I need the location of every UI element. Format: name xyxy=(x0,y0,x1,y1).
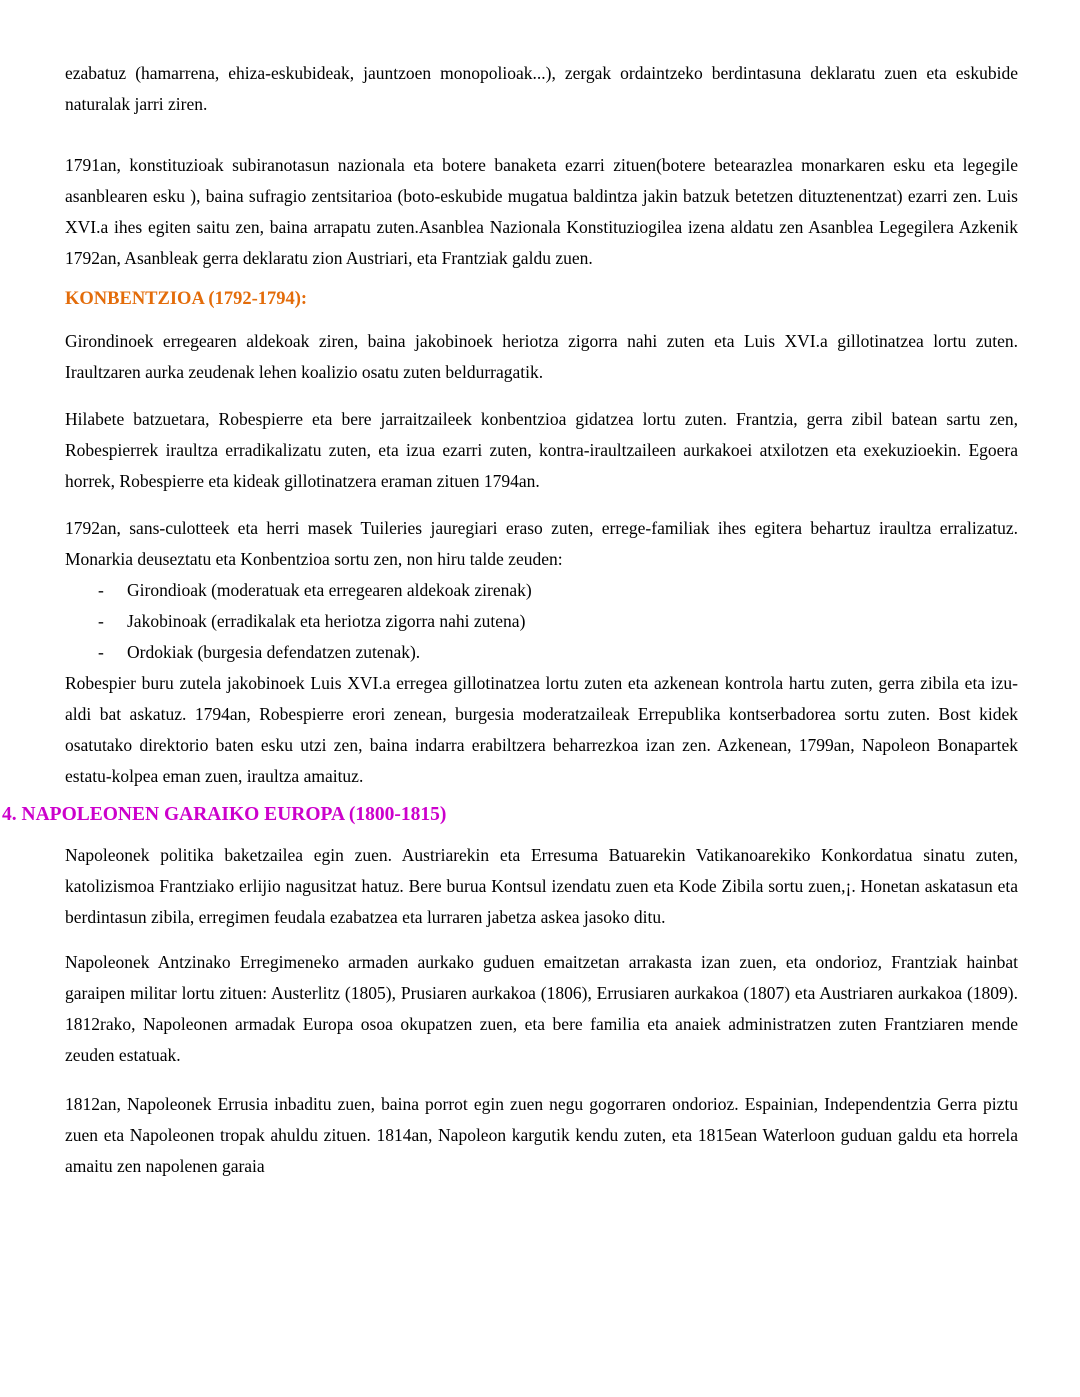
hyphen-bullet: - xyxy=(98,611,104,631)
paragraph-napoleon-antzinako: Napoleonek Antzinako Erregimeneko armaden aurkako guduen emaitzetan arrakasta izan zuen, eta ondorioz, Frantziak hainbat garaipen militar lortu zituen: Austerlitz (1805), Prusiaren aurkakoa (1806), Errusiaren aurkakoa (1807) eta Austriaren aurkakoa (1809). 1812rako, Napoleonen armadak Europa osoa okupatzen zuen, eta bere familia eta anaiek administratzen zuten Frantziaren mende zeuden estatuak. xyxy=(65,952,1018,1065)
list-item-label: Ordokiak (burgesia defendatzen zutenak). xyxy=(127,642,421,662)
paragraph-1812-russia: 1812an, Napoleonek Errusia inbaditu zuen, baina porrot egin zuen negu gogorraren ondorioz. Espainian, Independentzia Gerra piztu zuen eta Napoleonen tropak ahuldu zituen. 1814an, Napoleon kargutik kendu zuten, eta 1815ean Waterloon guduan galdu eta horrela amaitu zen napolenen garaia xyxy=(65,1094,1018,1176)
paragraph-1791-constitution: 1791an, konstituzioak subiranotasun nazionala eta botere banaketa ezarri zituen(botere betearazlea monarkaren esku eta legegile asanblearen esku ), baina sufragio zentsitarioa (boto-eskubide mugatua baldintza jakin batzuk betetzen dituztenentzat) ezarri zen. Luis XVI.a ihes egiten saitu zen, baina arrapatu zuten.Asanblea Nazionala Konstituziogilea izena aldatu zen Asanblea Legegilera Azkenik 1792an, Asanbleak gerra deklaratu zion Austriari, eta Frantziak galdu zuen. xyxy=(65,155,1018,268)
paragraph-hilabete: Hilabete batzuetara, Robespierre eta bere jarraitzaileek konbentzioa gidatzea lortu zuten. Frantzia, gerra zibil batean sartu zen, Robespierrek iraultza erradikalizatu zuten, eta izua ezarri zuten, kontra-iraultzaileen aurkakoei atxilotzen eta exekuzioekin. Egoera horrek, Robespierre eta kideak gillotinatzera eraman zituen 1794an. xyxy=(65,409,1018,491)
paragraph-robespier: Robespier buru zutela jakobinoek Luis XVI.a erregea gillotinatzea lortu zuten eta azkenean kontrola hartu zuten, gerra zibila eta izu-aldi bat askatuz. 1794an, Robespierre erori zenean, burgesia moderatzaileak Errepublika kontserbadorea sortu zuten. Bost kidek osatutako direktorio baten esku utzi zen, baina indarra erabiltzera beharrezkoa izan zen. Azkenean, 1799an, Napoleon Bonapartek estatu-kolpea eman zuen, iraultza amaituz. xyxy=(65,673,1018,786)
paragraph-napoleon-politika: Napoleonek politika baketzailea egin zuen. Austriarekin eta Erresuma Batuarekin Vatikanoarekiko Konkordatua sinatu zuten, katolizismoa Frantziako erlijio nagusitzat hatuz. Bere burua Kontsul izendatu zuen eta Kode Zibila sortu zuen,¡. Honetan askatasun eta berdintasun zibila, erregimen feudala ezabatzea eta lurraren jabetza askea jasoko ditu. xyxy=(65,845,1018,927)
list-item-label: Girondioak (moderatuak eta erregearen aldekoak zirenak) xyxy=(127,580,532,600)
paragraph-girondinoek: Girondinoek erregearen aldekoak ziren, baina jakobinoek heriotza zigorra nahi zuten eta Luis XVI.a gillotinatzea lortu zuten. Iraultzaren aurka zeudenak lehen koalizio osatu zuten beldurragatik. xyxy=(65,331,1018,382)
list-item-label: Jakobinoak (erradikalak eta heriotza zigorra nahi zutena) xyxy=(127,611,526,631)
paragraph-ezabatuz: ezabatuz (hamarrena, ehiza-eskubideak, jauntzoen monopolioak...), zergak ordaintzeko berdintasuna deklaratu zuen eta eskubide naturalak jarri ziren. xyxy=(65,63,1018,114)
paragraph-1792-tuileries: 1792an, sans-culotteek eta herri masek Tuileries jauregiari eraso zuten, errege-familiak ihes egitera behartuz iraultza erralizatuz. Monarkia deuseztatu eta Konbentzioa sortu zen, non hiru talde zeuden: xyxy=(65,518,1018,569)
list-item xyxy=(65,637,1018,668)
list-item xyxy=(65,606,1018,637)
faction-list xyxy=(65,575,1018,668)
hyphen-bullet: - xyxy=(98,642,104,662)
heading-napoleon-era: 4. NAPOLEONEN GARAIKO EUROPA (1800-1815) xyxy=(2,804,447,825)
hyphen-bullet: - xyxy=(98,580,104,600)
heading-konbentzioa: KONBENTZIOA (1792-1794): xyxy=(65,289,308,309)
list-item xyxy=(65,575,1018,606)
